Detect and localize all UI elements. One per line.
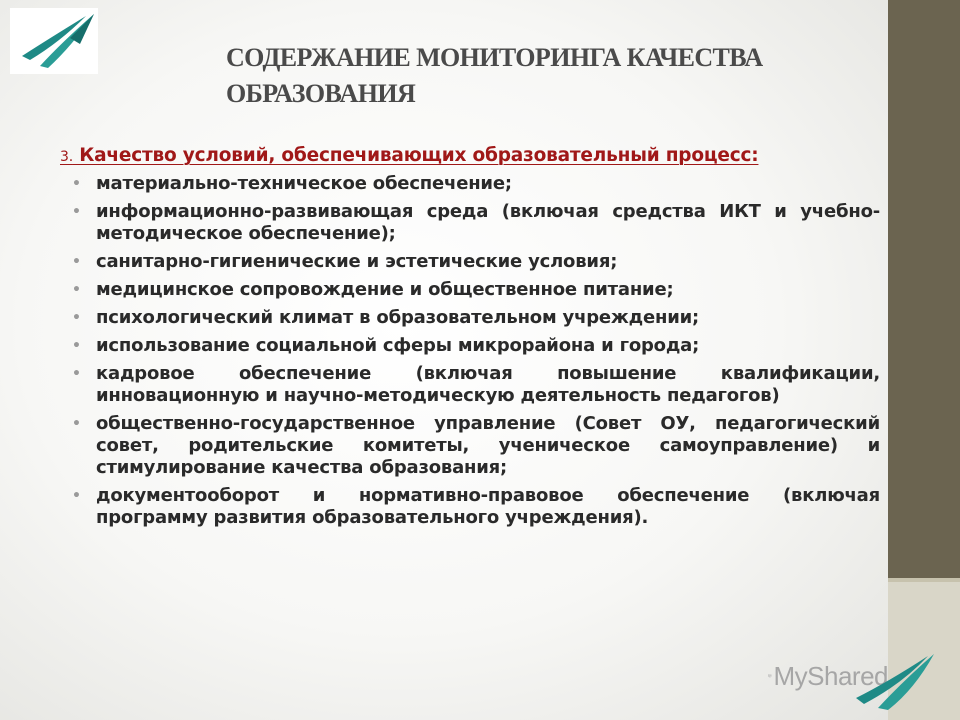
- bullet-icon: •: [72, 366, 81, 382]
- bullet-icon: •: [72, 488, 81, 504]
- list-item: [60, 307, 880, 329]
- bullet-icon: •: [72, 310, 81, 326]
- list-item: [60, 413, 880, 479]
- list-item: [60, 173, 880, 195]
- swoosh-logo-icon: [10, 8, 98, 74]
- list-item-text: кадровое обеспечение (включая повышение квалификации, инновационную и научно-методическую деятельность педагогов): [96, 363, 880, 406]
- list-item: [60, 201, 880, 245]
- list-item-text: материально-техническое обеспечение;: [96, 173, 512, 194]
- list-item: [60, 485, 880, 529]
- bullet-icon: •: [72, 254, 81, 270]
- list-item: [60, 335, 880, 357]
- corner-swoosh-icon: [848, 650, 938, 710]
- slide-content: [60, 144, 880, 535]
- list-item: [60, 363, 880, 407]
- bullet-icon: •: [72, 282, 81, 298]
- watermark-text: MyShared: [773, 660, 888, 691]
- list-item-text: общественно-государственное управление (Совет ОУ, педагогический совет, родительские комитеты, ученическое самоуправление) и стимулирование качества образования;: [96, 413, 880, 478]
- title-line-2: ОБРАЗОВАНИЯ: [226, 79, 416, 108]
- bullet-icon: •: [72, 176, 81, 192]
- title-line-1: СОДЕРЖАНИЕ МОНИТОРИНГА КАЧЕСТВА: [226, 43, 763, 72]
- list-item-text: документооборот и нормативно-правовое обеспечение (включая программу развития образовательного учреждения).: [96, 485, 880, 528]
- presentation-icon: [768, 658, 772, 694]
- list-item-text: использование социальной сферы микрорайона и города;: [96, 335, 700, 356]
- list-item: [60, 251, 880, 273]
- rail-dark-band: [888, 0, 960, 578]
- section-heading-text: Качество условий, обеспечивающих образовательный процесс:: [72, 145, 759, 166]
- bullet-icon: •: [72, 204, 81, 220]
- section-heading: [60, 144, 880, 169]
- section-number: 3.: [60, 149, 73, 165]
- rail-divider: [888, 578, 960, 582]
- bullet-list: [60, 173, 880, 529]
- bullet-icon: •: [72, 338, 81, 354]
- bullet-icon: •: [72, 416, 81, 432]
- list-item-text: психологический климат в образовательном учреждении;: [96, 307, 700, 328]
- list-item-text: информационно-развивающая среда (включая средства ИКТ и учебно-методическое обеспечение);: [96, 201, 880, 244]
- list-item: [60, 279, 880, 301]
- list-item-text: санитарно-гигиенические и эстетические условия;: [96, 251, 618, 272]
- right-decor-rail: [888, 0, 960, 720]
- list-item-text: медицинское сопровождение и общественное питание;: [96, 279, 674, 300]
- slide-title: [226, 40, 866, 112]
